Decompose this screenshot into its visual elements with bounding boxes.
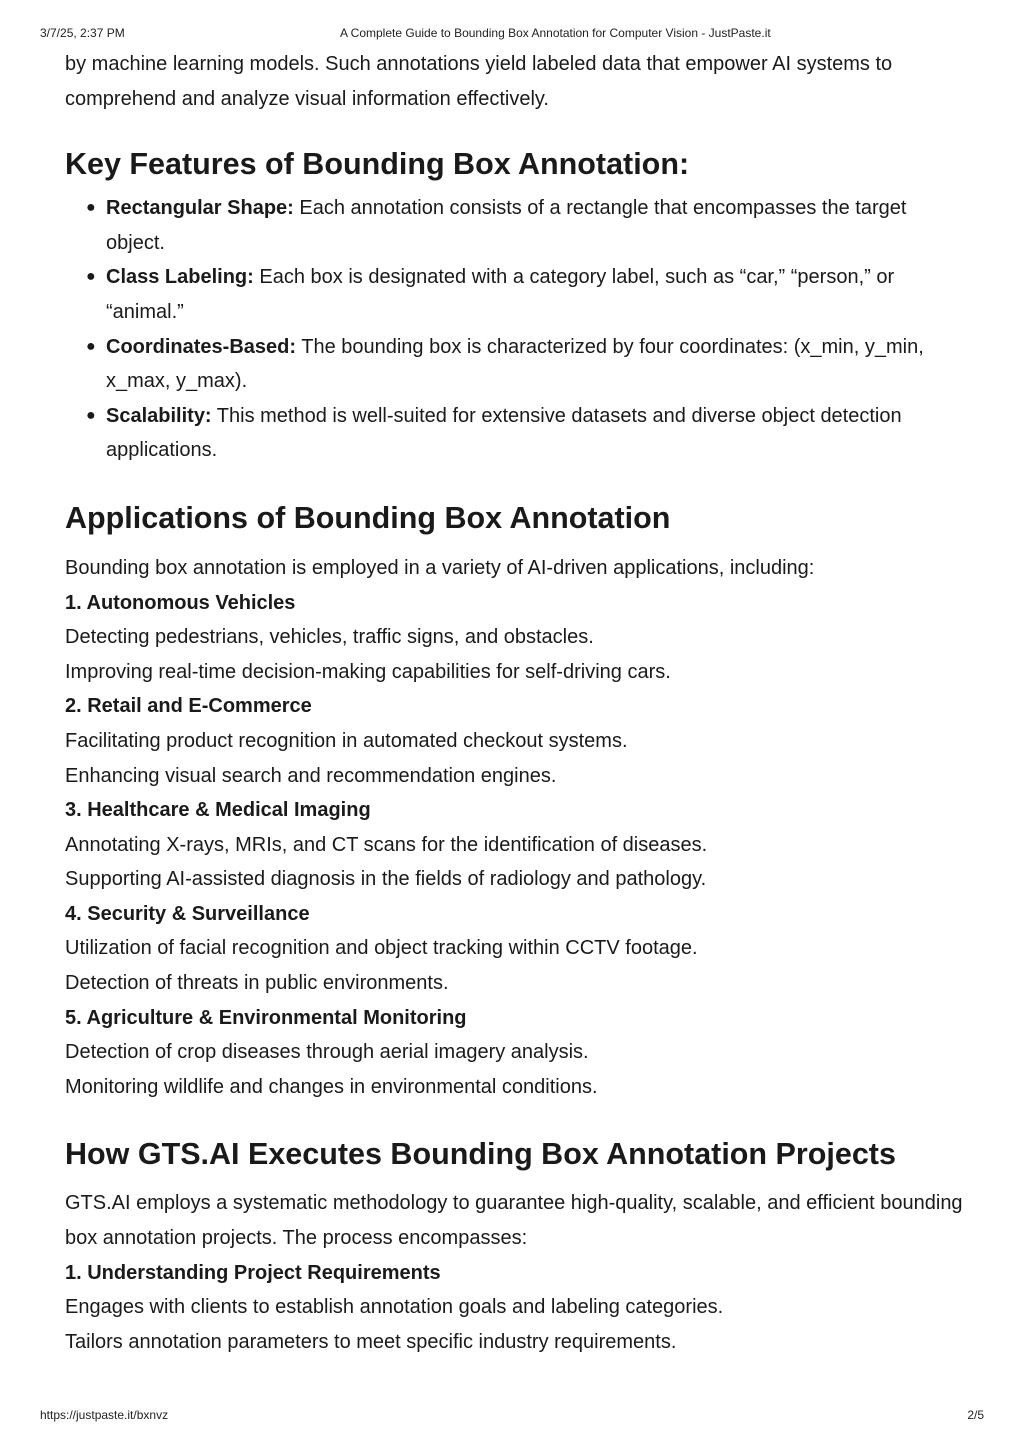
gts-step-line: Engages with clients to establish annotation goals and labeling categories.	[65, 1296, 724, 1319]
print-date: 3/7/25, 2:37 PM	[40, 26, 125, 40]
feature-text: The bounding box is characterized by four coordinates: (x_min, y_min, x_max, y_max).	[106, 335, 924, 393]
gts-heading: How GTS.AI Executes Bounding Box Annotation Projects	[65, 1137, 896, 1172]
page-url: https://justpaste.it/bxnvz	[40, 1408, 169, 1422]
application-line: Enhancing visual search and recommendation engines.	[65, 764, 557, 787]
feature-text: Each box is designated with a category label, such as “car,” “person,” or “animal.”	[106, 266, 895, 323]
feature-item	[86, 260, 965, 329]
application-title: 5. Agriculture & Environmental Monitoring	[65, 1006, 467, 1029]
features-heading: Key Features of Bounding Box Annotation:	[65, 147, 690, 182]
application-title: 3. Healthcare & Medical Imaging	[65, 799, 371, 822]
feature-item	[86, 330, 965, 399]
bullet-icon: ●	[86, 268, 96, 286]
applications-intro: Bounding box annotation is employed in a variety of AI-driven applications, including:	[65, 556, 815, 579]
bullet-icon: ●	[86, 406, 96, 424]
application-line: Annotating X-rays, MRIs, and CT scans for the identification of diseases.	[65, 833, 708, 856]
bullet-icon: ●	[86, 199, 96, 217]
feature-item	[86, 191, 965, 260]
application-title: 2. Retail and E-Commerce	[65, 695, 312, 718]
applications-heading: Applications of Bounding Box Annotation	[65, 500, 671, 535]
feature-text: This method is well-suited for extensive datasets and diverse object detection applications.	[106, 404, 902, 462]
feature-item	[86, 399, 965, 468]
feature-label: Rectangular Shape:	[106, 197, 294, 220]
gts-step-line: Tailors annotation parameters to meet specific industry requirements.	[65, 1330, 677, 1353]
article-content	[65, 47, 965, 1359]
application-line: Detecting pedestrians, vehicles, traffic signs, and obstacles.	[65, 626, 594, 649]
print-footer	[40, 1408, 984, 1424]
feature-text: Each annotation consists of a rectangle that encompasses the target object.	[106, 197, 907, 254]
application-line: Utilization of facial recognition and object tracking within CCTV footage.	[65, 937, 698, 960]
application-line: Detection of threats in public environments.	[65, 972, 449, 995]
print-page-title: A Complete Guide to Bounding Box Annotation for Computer Vision - JustPaste.it	[340, 26, 771, 40]
application-line: Monitoring wildlife and changes in environmental conditions.	[65, 1075, 598, 1098]
intro-paragraph: by machine learning models. Such annotations yield labeled data that empower AI systems to comprehend and analyze visual information effectively.	[65, 53, 893, 110]
application-title: 1. Autonomous Vehicles	[65, 591, 296, 614]
application-line: Facilitating product recognition in automated checkout systems.	[65, 729, 628, 752]
gts-step-title: 1. Understanding Project Requirements	[65, 1261, 441, 1284]
application-line: Supporting AI-assisted diagnosis in the fields of radiology and pathology.	[65, 868, 707, 891]
application-line: Detection of crop diseases through aerial imagery analysis.	[65, 1041, 589, 1064]
gts-intro: GTS.AI employs a systematic methodology to guarantee high-quality, scalable, and efficient bounding box annotation projects. The process encompasses:	[65, 1192, 963, 1250]
page-number: 2/5	[967, 1408, 984, 1422]
application-line: Improving real-time decision-making capabilities for self-driving cars.	[65, 660, 671, 683]
bullet-icon: ●	[86, 337, 96, 355]
feature-label: Class Labeling:	[106, 266, 254, 289]
print-header	[40, 26, 984, 42]
feature-label: Coordinates-Based:	[106, 335, 297, 358]
feature-label: Scalability:	[106, 404, 212, 427]
application-title: 4. Security & Surveillance	[65, 902, 310, 925]
features-list	[65, 191, 965, 468]
